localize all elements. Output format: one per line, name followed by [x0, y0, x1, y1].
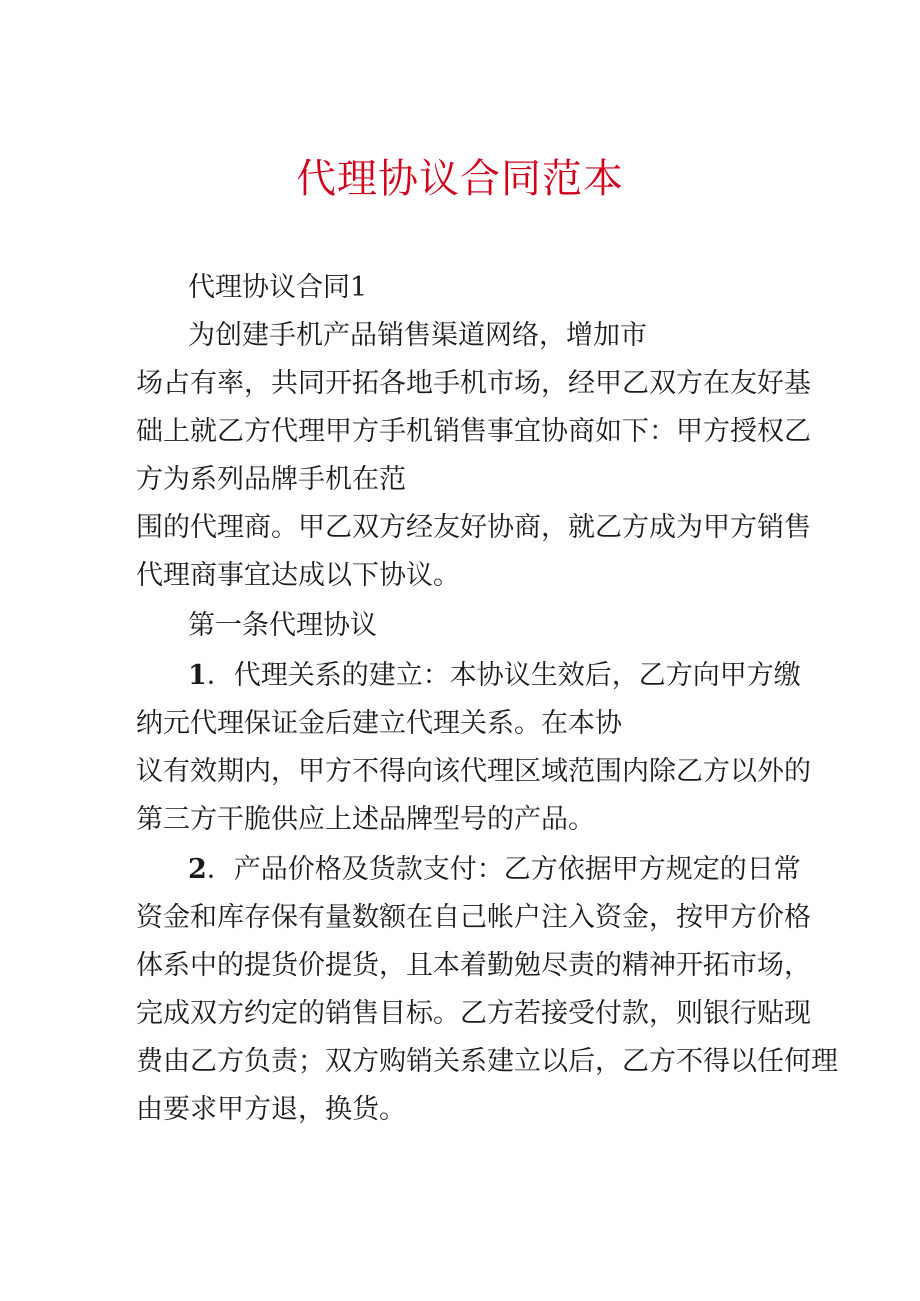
- paragraph-line: 代理商事宜达成以下协议。: [136, 560, 460, 591]
- paragraph-line: 围的代理商。甲乙双方经友好协商，就乙方成为甲方销售: [136, 512, 811, 543]
- paragraph-line: 第三方干脆供应上述品牌型号的产品。: [136, 804, 595, 835]
- section-heading: 代理协议合同1: [188, 272, 368, 303]
- document-title: 代理协议合同范本: [296, 156, 624, 202]
- clause-number: 1: [188, 660, 207, 691]
- paragraph-line: 完成双方约定的销售目标。乙方若接受付款，则银行贴现: [136, 998, 811, 1029]
- paragraph-line: 纳元代理保证金后建立代理关系。在本协: [136, 708, 622, 739]
- paragraph-line: 由要求甲方退，换货。: [136, 1094, 406, 1125]
- paragraph-line: 础上就乙方代理甲方手机销售事宜协商如下：甲方授权乙: [136, 416, 811, 447]
- clause-text: ．产品价格及货款支付：乙方依据甲方规定的日常: [206, 854, 801, 885]
- clause-line: [188, 850, 801, 890]
- clause-number: 2: [188, 854, 207, 885]
- paragraph-line: 方为系列品牌手机在范: [136, 464, 406, 495]
- clause-text: ．代理关系的建立：本协议生效后，乙方向甲方缴: [206, 660, 801, 691]
- paragraph-line: 为创建手机产品销售渠道网络，增加市: [188, 320, 647, 351]
- paragraph-line: 议有效期内，甲方不得向该代理区域范围内除乙方以外的: [136, 756, 811, 787]
- paragraph-line: 场占有率，共同开拓各地手机市场，经甲乙双方在友好基: [136, 368, 811, 399]
- article-heading: 第一条代理协议: [188, 610, 377, 641]
- paragraph-line: 费由乙方负责；双方购销关系建立以后，乙方不得以任何理: [136, 1046, 838, 1077]
- paragraph-line: 体系中的提货价提货，且本着勤勉尽责的精神开拓市场，: [136, 950, 811, 981]
- paragraph-line: 资金和库存保有量数额在自己帐户注入资金，按甲方价格: [136, 902, 811, 933]
- clause-line: [188, 656, 801, 696]
